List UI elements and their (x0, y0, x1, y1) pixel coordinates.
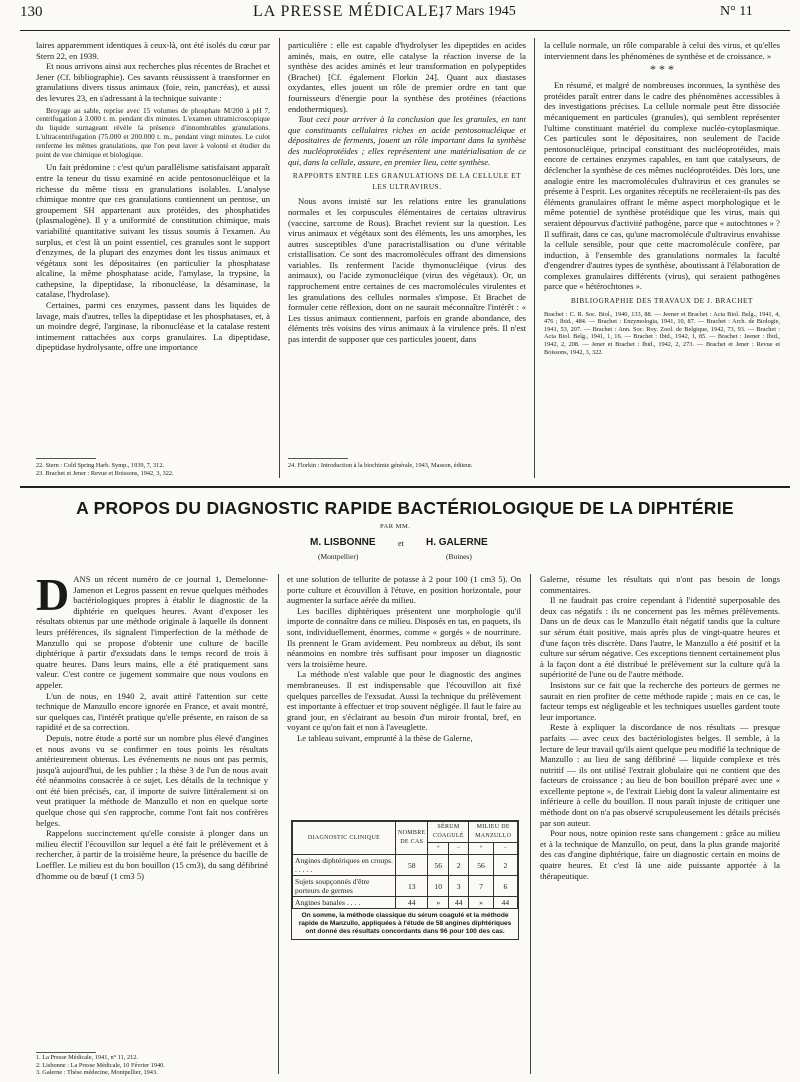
cell: 44 (396, 897, 428, 909)
author-2-location: (Buines) (446, 552, 472, 561)
cell: 2 (448, 855, 468, 876)
results-table (292, 821, 518, 909)
footnote-rule (288, 458, 348, 459)
paragraph: la cellule normale, un rôle comparable à celui des virus, et qu'elles interviennent dans les phénomènes de synthèse et de croissance. » (544, 40, 780, 61)
header-manzullo-minus: − (493, 843, 517, 855)
paragraph: Le tableau suivant, emprunté à la thèse de Galerne, (297, 732, 473, 743)
lead-paragraph (36, 574, 268, 691)
paragraph: Nous avons insisté sur les relations entre les granulations normales et les corpuscules élémentaires de certains ultravirus (vaccine, sarcome de Rous). Brachet revient sur la question. Les virus animaux et végétaux sont des éléments, les uns amorphes, les autres susceptibles d'une paracristallisation ou d'une véritable cristallisation. Ce sont des macromolécules offrant des dimensions variables. Ils renferment l'acide thymonucléique (virus des animaux), ou l'acide zymonucléique (virus des végétaux). Or, un rapprochement entre certaines de ces macromolécules virulentes et les granulations des cellules normales s'impose. Et Brachet de formuler cette réflexion, dont on ne saurait méconnaître l'intérêt : « Les tissus animaux contiennent, parfois en grande abondance, des éléments très voisins des virus animaux à la virulence près. Il n'est pas interdit de supposer que ces particules jouent, dans (288, 196, 526, 345)
paragraph: laires apparemment identiques à ceux-là, ont été isolés du cœur par Stern 22, en 1939. (36, 40, 270, 61)
footnote: 1. La Presse Médicale, 1941, n° 11, 212. (36, 1054, 138, 1061)
section-rule (20, 486, 790, 488)
cell: » (469, 897, 493, 909)
issue-date: 17 Mars 1945 (438, 4, 516, 19)
paragraph: et une solution de tellurite de potasse à 2 pour 100 (1 cm3 5). On porte culture et écouvillon à l'étuve, en position horizontale, pour augmenter la surface aérée du milieu. (287, 574, 521, 606)
article-column-2 (287, 574, 521, 816)
author-1-location: (Montpellier) (318, 552, 359, 561)
header-nombre: NOMBRE DE CAS (396, 822, 428, 855)
results-table-box (291, 820, 519, 940)
cell: 10 (428, 876, 448, 897)
paragraph: Pour nous, notre opinion reste sans changement : grâce au milieu et à la technique de Manzullo, on peut, dans la plus grande majorité des cas d'angine diphtérique, faire un diagnostic certain en moins de quatre heures. Et c'est là une aide puissante apportée à la thérapeutique. (540, 828, 780, 881)
footnote: 2. Lisbonne : La Presse Médicale, 10 Février 1940. (36, 1061, 165, 1069)
method-note: Broyage au sable, reprise avec 15 volumes de phosphate M/200 à pH 7, centrifugation à 3.000 t. m. pendant dix minutes. L'examen ultramicroscopique du liquide surnageant révèle la présence d'innombrables granulations. L'ultracentrifugation (75.000 et 200.000 t. m., pendant vingt minutes. Le culot renferme les mêmes granulations, que l'on peut laver à volonté et étudier du point de vue chimique et biologique. (36, 105, 270, 159)
top-column-2 (288, 40, 526, 458)
drop-cap: D (36, 574, 70, 620)
header-serum-minus: − (448, 843, 468, 855)
paragraph: Depuis, notre étude a porté sur un nombre plus élevé d'angines et nous avons vu se confirmer en tous points les résultats antérieurement obtenus. Les événements ne nous ont pas permis, jusqu'à aujourd'hui, de les publier ; la thèse 3 de l'un de nous avait été néanmoins consacrée à ce sujet. Les détails de la technique y ont été bien précisés, car, il importe de suivre littéralement si on veut pratiquer la méthode de Manzullo et non en quelque sorte quelque chose qui s'en rapproche, comme l'ont fait nos confrères belges. (36, 732, 268, 828)
issue-number: N° 11 (720, 4, 753, 19)
table-row (293, 876, 518, 897)
paragraph: L'un de nous, en 1940 2, avait attiré l'attention sur cette technique de Manzullo encore ignorée en France, et avait montré, sur quelques cas, l'intérêt pratique qu'elle présente, en raison de sa rapidité et de sa correction. (36, 690, 268, 733)
footnote: 3. Galerne : Thèse médecine, Montpellier, 1943. (36, 1069, 158, 1077)
by-line: PAR MM. (380, 523, 411, 530)
article-title: A PROPOS DU DIAGNOSTIC RAPIDE BACTÉRIOLOGIQUE DE LA DIPHTÉRIE (76, 498, 734, 518)
footnote-rule (36, 1052, 96, 1053)
header-rule (20, 30, 790, 31)
cell: 6 (493, 876, 517, 897)
row-label: Angines banales . . . . (293, 897, 396, 909)
paragraph: particulière : elle est capable d'hydrolyser les dipeptides en acides aminés, mais, en outre, elle catalyse la réaction inverse de la synthèse des acides aminés et leur transformation en polypeptides (Brachet) [Cf. également Florkin 24]. Quant aux diastases oxydantes, elles jouent un rôle de premier ordre en tant que fournisseurs d'énergie pour la synthèse des protéines (réactions endothermiques). (288, 40, 526, 114)
column-divider (534, 38, 535, 478)
cell: 2 (493, 855, 517, 876)
section-stars: * * * (650, 62, 674, 77)
article-footnotes (36, 1054, 268, 1077)
paragraph: Il ne faudrait pas croire cependant à l'identité superposable des deux cas négatifs : ils ne concernent pas les mêmes prélèvements. Dans un de deux cas le Manzullo était négatif tandis que la culture sur sérum était positive, mais après plus de vingt-quatre heures et d'une façon très discrète. Dans l'autre, le Manzullo a été positif et la culture sur sérum négative. Ces exceptions tiennent certainement plus à la façon dont a été distribué le prélèvement sur la culture qu'à la supériorité de l'une ou de l'autre méthode. (540, 595, 780, 680)
row-label: Sujets soupçonnés d'être porteurs de germes (293, 876, 396, 897)
author-conjunction: et (398, 539, 404, 548)
header-diagnostic: DIAGNOSTIC CLINIQUE (293, 822, 396, 855)
table-row (293, 855, 518, 876)
column-divider (279, 38, 280, 478)
footnote: 22. Stern : Cold Spring Harb. Symp., 1939, 7, 312. (36, 462, 165, 469)
paragraph: Un fait prédomine : c'est qu'un parallélisme satisfaisant apparaît entre la teneur du tissu examiné en acide pentosonucléique et la richesse du même tissu en granulations isolables. L'analyse chimique montre que ces granulations contiennent un pentose, un groupement SH appartenant aux protéides, des phosphatides (plasmalogène). Il y a uniformité de constitution chimique, mais variabilité quantitative suivant les tissus soumis à l'examen. Au surplus, et c'est là un point essentiel, ces granules sont le support d'enzymes, de la plupart des enzymes dont les tissus animaux et végétaux sont les dépositaires (en particulier la phosphatase alcaline, la même phosphatase acide, l'amylase, la trypsine, la cathepsine, la dipeptidase, la ribonucléase, la désaminase, la catalase, l'hydrolase). (36, 162, 270, 300)
header-manzullo: MILIEU DE MANZULLO (469, 822, 518, 843)
cell: 7 (469, 876, 493, 897)
column-divider (530, 574, 531, 1074)
lead-text: ANS un récent numéro de ce journal 1, Demelonne-Jamenon et Legros passent en revue quelques méthodes bactériologiques propres à établir le diagnostic de la diphtérie en quelques heures. Avant d'exposer les résultats obtenus par une méthode originale à laquelle ils donnent leurs préférences, ils signalent l'imperfection de la méthode de Manzullo qui se propose d'obtenir une culture de bacille diphtérique à partir d'exsudats dans le temps record de trois à quatre heures. Dans leurs mains, elle a été pratiquement sans valeur. C'est contre ce jugement sommaire que nous voulons en appeler. (36, 574, 268, 690)
footnote: 24. Florkin : Introduction à la biochimie générale, 1943, Masson, éditeur. (288, 462, 473, 469)
paragraph: Rappelons succinctement qu'elle consiste à plonger dans un milieu électif l'écouvillon sur lequel a été fait le prélèvement et à rechercher, à partir de la troisième heure, la présence du bacille de Loeffler. Le milieu est du bon bouillon (15 cm3), du sang défibriné d'homme ou de bœuf (1 cm3 5) (36, 828, 268, 881)
article-column-1 (36, 574, 268, 1052)
cell: 13 (396, 876, 428, 897)
header-serum: SÉRUM COAGULÉ (428, 822, 469, 843)
top-column-3 (544, 40, 780, 476)
cell: 44 (493, 897, 517, 909)
table-note: On somme, la méthode classique du sérum coagulé et la méthode rapide de Manzullo, appliquées à l'étude de 58 angines diphtériques ont donné des résultats concordants dans 96 pour 100 des cas. (298, 912, 512, 935)
top-footnotes-2 (288, 462, 526, 470)
cell: 56 (428, 855, 448, 876)
column-divider (278, 574, 279, 1074)
paragraph: Galerne, résume les résultats qui n'ont pas besoin de longs commentaires. (540, 574, 780, 595)
page-number: 130 (20, 4, 43, 20)
paragraph: Insistons sur ce fait que la recherche des porteurs de germes ne saurait en rien profiter de cette méthode rapide ; mais en ce cas, le facteur temps est négligeable et les techniques usuelles gardent toute leur importance. (540, 679, 780, 722)
cell: » (428, 897, 448, 909)
top-footnotes-1 (36, 462, 270, 477)
header-manzullo-plus: + (469, 843, 493, 855)
cell: 56 (469, 855, 493, 876)
paragraph: Et nous arrivons ainsi aux recherches plus récentes de Brachet et Jener (Cf. bibliographie). Ces savants réussissent à transformer en granulations divers tissus animaux (foie, rein, pancréas), et aussi des levures 23, en s'adressant à la technique suivante : (36, 61, 270, 103)
journal-name: LA PRESSE MÉDICALE, (253, 3, 445, 20)
header-serum-plus: + (428, 843, 448, 855)
paragraph: Reste à expliquer la discordance de nos résultats — presque parfaits — avec ceux des bactériologistes belges. Il semble, à la lecture de leur travail qu'ils aient quelque peu modifié la technique de Manzullo : au lieu de sang défibriné — liquide complexe et très nutritif — ils ont utilisé l'extrait globulaire qui ne contient que des facteurs de croissance ; au lieu de bon bouillon préparé avec une « excellente peptone », de l'extrait Liebig dont la valeur alimentaire est inférieure à celle du bouillon. Il nous paraît injuste de critiquer une méthode dont on n'a pas observé scrupuleusement les détails précisés par son auteur. (540, 722, 780, 828)
footnote-rule (36, 458, 96, 459)
page-header (0, 0, 800, 34)
cell: 58 (396, 855, 428, 876)
table-row (293, 897, 518, 909)
bibliography-title: BIBLIOGRAPHIE DES TRAVAUX DE J. BRACHET (571, 297, 753, 306)
bibliography: Brachet : C. R. Soc. Biol., 1940, 133, 88. — Jeener et Brachet : Acta Biol. Belg., 1941, 4, 476 ; Ibid., 484. — Brachet : Enzymologia, 1941, 10, 87. — Brachet : Arch. de Biologie, 1941, 53, 207. — Brachet : Ann. Soc. Roy. Zool. de Belgique, 1942, 73, 93. — Brachet : Acta Biol. Belg., 1941, 1, 16. — Brachet : Ibid., 1942, 1, 85. — Brachet : Jeener : Ibid., 1942, 2, 208. — Jener et Brachet : Ibid., 1942, 2, 273. — Brachet et Jener : Revue et Boissons, 1942, 3, 322. (544, 310, 780, 356)
paragraph: La méthode n'est valable que pour le diagnostic des angines membraneuses. Il est indispensable que l'écouvillon ait fixé quelques parcelles de l'exsudat. Aussi la technique du prélèvement est importante à effectuer et trop souvent négligée. Il faut le faire au grand jour, en s'éclairant au besoin d'un miroir frontal, bref, en voyant ce qu'on fait et non à l'aveuglette. (287, 669, 521, 733)
cell: 3 (448, 876, 468, 897)
section-heading: RAPPORTS ENTRE LES GRANULATIONS DE LA CELLULE ET LES ULTRAVIRUS. (292, 172, 522, 191)
paragraph: En résumé, et malgré de nombreuses inconnues, la synthèse des protéides paraît entrer dans le cadre des phénomènes accessibles à des investigations précises. La cellule normale peut être dissociée mécaniquement en particules (granules), qui semblent représenter l'ultime constituant matériel du complexe nucléo-cytoplasmique. Ces particules sont le dépositaires, non seulement de l'acide pentosonucléique, principal constituant des nucléoprotéides, mais encore de certaines enzymes capables, en tant que catalyseurs, de déclencher la synthèse de ces mêmes nucléoprotéides. Dès lors, une analogie entre les macromolécules d'ultravirus et ces granules se présente à l'esprit. Les organites réceptifs ne recèleraient-ils pas des éléments granulaires offrant le même aspect morphologique et le même potentiel de synthèse protéidique que les virus, mais qui seraient dépourvus d'activité pathogène, parce que « autochtones » ? Il suffirait, dans ce cas, qu'une macromolécule d'ultravirus envahisse la cellule sensible, pour que cette macromolécule confère, par induction, à l'ensemble des granulations normales la faculté d'engendrer d'autres types de synthèse, aboutissant à l'élaboration de complexes granulaires différents (virus), qui seraient pathogènes parce que « hétérochtones ». (544, 80, 780, 292)
cell: 44 (448, 897, 468, 909)
row-label: Angines diphtériques en croups. . . . . . (293, 855, 396, 876)
paragraph: Certaines, parmi ces enzymes, passent dans les liquides de lavage, mais d'autres, telles la dipeptidase et les phosphatases, et, à un moindre degré, l'arginase, la ribonucléase et la catalase restent intimement rattachées aux corps granulaires. La dipeptidase, dipeptidase hydrolysante, offre une importance (36, 300, 270, 353)
paragraph: Tout ceci pour arriver à la conclusion que les granules, en tant que constituants cellulaires riches en acide pentosonucléique et dépositaires de ferments, jouent un rôle important dans la synthèse des nucléoprotéides ; elles représentent une matérialisation de ce qui, dans la cellule, assure, en premier lieu, cette synthèse. (288, 114, 526, 167)
article-column-3 (540, 574, 780, 1074)
top-column-1 (36, 40, 270, 458)
author-1: M. LISBONNE (310, 537, 376, 548)
footnote: 23. Brachet et Jener : Revue et Boissons, 1942, 3, 322. (36, 469, 174, 477)
paragraph: Les bacilles diphtériques présentent une morphologie qu'il importe de connaître dans ce milieu. Disposés en tas, en paquets, ils sont, individuellement, énormes, comme « gorgés » de nourriture. Ils prennent le Gram avidement. Peu nombreux au début, ils sont néanmoins en nombre très suffisant pour imposer un diagnostic vers la troisième heure. (287, 605, 521, 669)
author-2: H. GALERNE (426, 537, 488, 548)
